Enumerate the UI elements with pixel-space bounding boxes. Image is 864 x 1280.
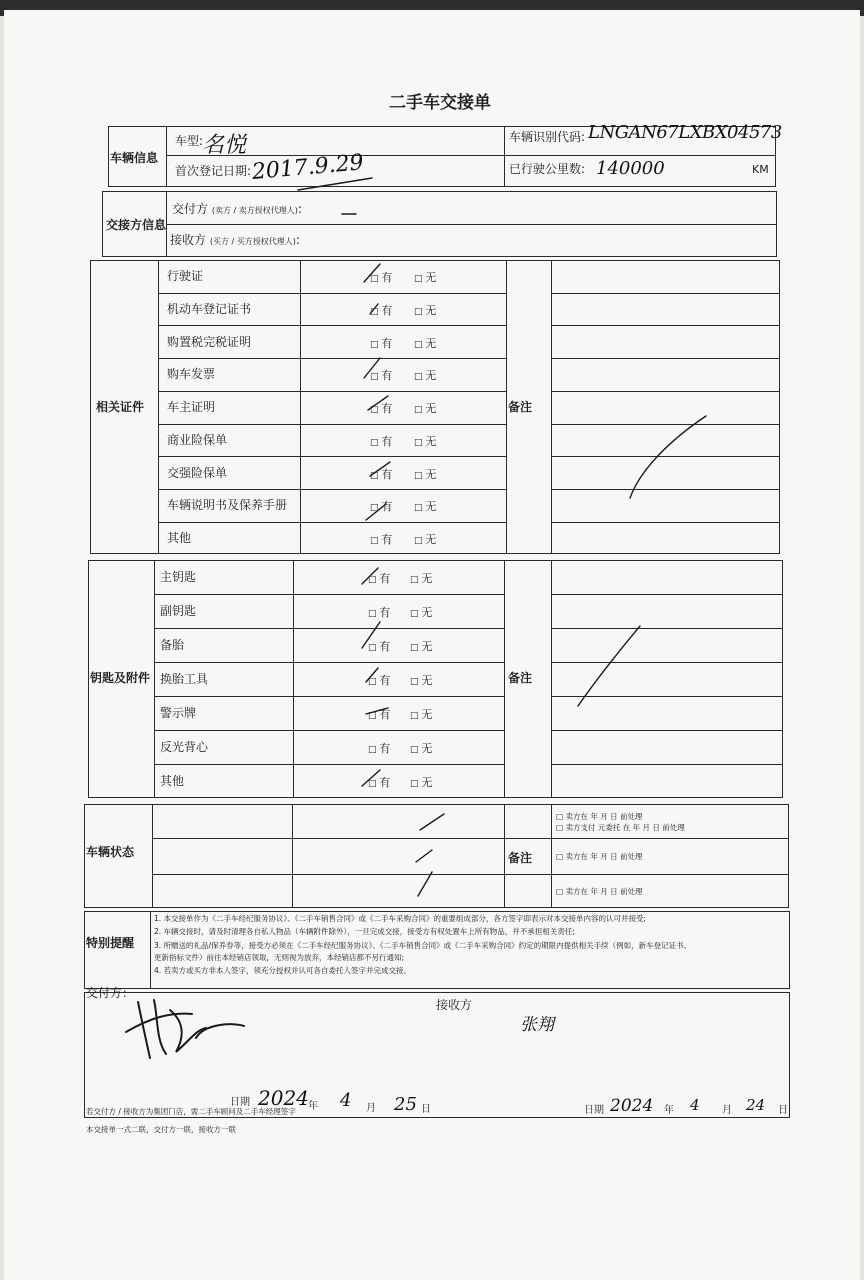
key-item-label: 主钥匙 xyxy=(160,570,197,584)
key-item-yes-checkbox[interactable] xyxy=(368,740,390,756)
checkbox-icon: □ xyxy=(410,677,422,687)
checkbox-icon: □ xyxy=(414,503,426,514)
document-item-yes-label: 有 xyxy=(381,467,393,481)
checkbox-icon: □ xyxy=(368,711,380,721)
document-item-no-label: 无 xyxy=(425,271,437,285)
reg-date-value: 2017.9.29 xyxy=(250,150,365,185)
checkbox-icon: □ xyxy=(370,307,382,318)
document-item-label: 其他 xyxy=(167,530,192,545)
key-item-yes-label: 有 xyxy=(379,572,391,585)
document-item-no-label: 无 xyxy=(425,402,437,416)
checkbox-icon: □ xyxy=(368,779,380,789)
key-item-no-checkbox[interactable] xyxy=(410,604,432,620)
deliver-signature-label: 交付方： xyxy=(86,986,135,1000)
status-note-4: □ 卖方在 年 月 日 前处理 xyxy=(556,887,643,896)
key-item-yes-checkbox[interactable] xyxy=(368,672,390,688)
key-item-no-checkbox[interactable] xyxy=(410,570,432,586)
key-item-no-label: 无 xyxy=(421,708,433,721)
checkbox-icon: □ xyxy=(410,711,422,721)
document-item-label: 交强险保单 xyxy=(167,465,228,480)
key-item-no-label: 无 xyxy=(421,640,433,653)
checkbox-icon: □ xyxy=(368,643,380,653)
document-item-label: 商业险保单 xyxy=(167,432,228,447)
parties-section-label: 交接方信息 xyxy=(106,218,167,232)
status-table xyxy=(84,804,789,908)
checkbox-icon: □ xyxy=(370,372,382,383)
key-item-no-label: 无 xyxy=(421,776,433,789)
document-item-yes-label: 有 xyxy=(381,336,393,350)
checkbox-icon: □ xyxy=(370,339,382,350)
deliver-party-label: 交付方 (卖方 / 卖方授权代理人): xyxy=(172,202,302,216)
left-date-day: 25 xyxy=(394,1094,417,1115)
status-section-label: 车辆状态 xyxy=(86,845,135,859)
receive-party-label: 接收方 (买方 / 买方授权代理人): xyxy=(170,233,300,247)
vin-value: LNGAN67LXBX04573 xyxy=(588,122,782,143)
checkbox-icon: □ xyxy=(414,274,426,285)
document-item-no-checkbox[interactable] xyxy=(414,335,436,351)
document-item-yes-checkbox[interactable] xyxy=(370,400,392,416)
document-item-yes-label: 有 xyxy=(381,304,393,318)
checkbox-icon: □ xyxy=(410,643,422,653)
vehicle-info-section-label: 车辆信息 xyxy=(110,151,159,165)
key-item-no-label: 无 xyxy=(421,572,433,585)
checkbox-icon: □ xyxy=(414,372,426,383)
document-item-no-checkbox[interactable] xyxy=(414,269,436,285)
document-item-yes-label: 有 xyxy=(381,500,393,514)
key-item-label: 换胎工具 xyxy=(160,672,209,686)
document-item-no-checkbox[interactable] xyxy=(414,531,436,547)
model-label: 车型: xyxy=(175,134,204,148)
document-item-no-label: 无 xyxy=(425,467,437,481)
document-item-yes-label: 有 xyxy=(381,532,393,546)
key-item-no-label: 无 xyxy=(421,606,433,619)
key-item-no-checkbox[interactable] xyxy=(410,672,432,688)
footer-line-1: 若交付方 / 接收方为集团门店，需二手车顾问及二手车经理签字 xyxy=(86,1107,296,1116)
document-item-no-checkbox[interactable] xyxy=(414,498,436,514)
document-item-no-label: 无 xyxy=(425,336,437,350)
right-date-month: 4 xyxy=(690,1096,700,1114)
keys-section-label: 钥匙及附件 xyxy=(90,671,151,685)
document-item-yes-label: 有 xyxy=(381,402,393,416)
checkbox-icon: □ xyxy=(368,575,380,585)
checkbox-icon: □ xyxy=(370,274,382,285)
document-item-label: 机动车登记证书 xyxy=(167,302,252,317)
checkbox-icon: □ xyxy=(368,609,380,619)
key-item-yes-label: 有 xyxy=(379,776,391,789)
checkbox-icon: □ xyxy=(414,339,426,350)
key-item-label: 反光背心 xyxy=(160,740,209,754)
key-item-no-checkbox[interactable] xyxy=(410,774,432,790)
checkbox-icon: □ xyxy=(410,779,422,789)
document-item-no-label: 无 xyxy=(425,500,437,514)
document-item-no-label: 无 xyxy=(425,532,437,546)
left-date-month-unit: 月 xyxy=(366,1103,376,1114)
key-item-yes-checkbox[interactable] xyxy=(368,638,390,654)
reminder-line-3: 3. 所赠送的礼品/保养券等，接受方必须在《二手车经纪服务协议》、《二手车销售合同》或《二手车采购合同》约定的期限内提供相关手续（例如，新车登记证书、 xyxy=(154,941,692,950)
document-item-yes-label: 有 xyxy=(381,434,393,448)
documents-section-label: 相关证件 xyxy=(96,400,145,414)
left-date-month: 4 xyxy=(340,1090,352,1111)
document-item-yes-checkbox[interactable] xyxy=(370,367,392,383)
checkbox-icon: □ xyxy=(410,745,422,755)
document-item-no-checkbox[interactable] xyxy=(414,302,436,318)
checkbox-icon: □ xyxy=(370,470,382,481)
document-item-yes-checkbox[interactable] xyxy=(370,335,392,351)
key-item-no-checkbox[interactable] xyxy=(410,706,432,722)
document-item-yes-checkbox[interactable] xyxy=(370,531,392,547)
key-item-yes-checkbox[interactable] xyxy=(368,570,390,586)
right-date-day-unit: 日 xyxy=(778,1105,788,1116)
checkbox-icon: □ xyxy=(370,535,382,546)
document-item-label: 行驶证 xyxy=(167,269,204,284)
mileage-label: 已行驶公里数: xyxy=(509,162,586,176)
key-item-yes-label: 有 xyxy=(379,742,391,755)
document-item-no-checkbox[interactable] xyxy=(414,466,436,482)
right-date-year: 2024 xyxy=(610,1096,654,1116)
checkbox-icon: □ xyxy=(414,437,426,448)
key-item-label: 警示牌 xyxy=(160,706,197,720)
key-item-no-label: 无 xyxy=(421,674,433,687)
checkbox-icon: □ xyxy=(410,609,422,619)
document-item-yes-label: 有 xyxy=(381,271,393,285)
left-date-year: 2024 xyxy=(258,1086,309,1110)
document-item-yes-checkbox[interactable] xyxy=(370,269,392,285)
checkbox-icon: □ xyxy=(370,405,382,416)
reg-date-label: 首次登记日期: xyxy=(175,164,252,178)
status-note-1: □ 卖方在 年 月 日 前处理 xyxy=(556,812,643,821)
left-date-year-unit: 年 xyxy=(308,1101,318,1112)
key-item-label: 副钥匙 xyxy=(160,604,197,618)
right-date-label: 日期 xyxy=(584,1105,604,1116)
checkbox-icon: □ xyxy=(368,677,380,687)
checkbox-icon: □ xyxy=(370,503,382,514)
right-date-year-unit: 年 xyxy=(664,1105,674,1116)
page-title: 二手车交接单 xyxy=(389,93,491,113)
document-item-yes-label: 有 xyxy=(381,369,393,383)
status-note-3: □ 卖方在 年 月 日 前处理 xyxy=(556,852,643,861)
key-item-no-checkbox[interactable] xyxy=(410,740,432,756)
key-item-label: 备胎 xyxy=(160,638,185,652)
receiver-signature-name: 张翔 xyxy=(520,1015,554,1035)
document-item-label: 车主证明 xyxy=(167,400,216,415)
key-item-no-checkbox[interactable] xyxy=(410,638,432,654)
document-item-yes-checkbox[interactable] xyxy=(370,302,392,318)
checkbox-icon: □ xyxy=(414,307,426,318)
reminder-line-5: 4. 若卖方或买方非本人签字，须充分授权并认可各自委托人签字并完成交接。 xyxy=(154,966,412,975)
key-item-yes-checkbox[interactable] xyxy=(368,604,390,620)
key-item-label: 其他 xyxy=(160,774,185,788)
left-date-day-unit: 日 xyxy=(421,1104,431,1115)
key-item-yes-label: 有 xyxy=(379,708,391,721)
document-item-label: 购置税完税证明 xyxy=(167,334,252,349)
checkbox-icon: □ xyxy=(368,745,380,755)
key-item-yes-checkbox[interactable] xyxy=(368,706,390,722)
document-item-no-label: 无 xyxy=(425,304,437,318)
document-item-no-checkbox[interactable] xyxy=(414,433,436,449)
document-item-no-checkbox[interactable] xyxy=(414,367,436,383)
reminder-line-4: 更新指标文件）前往本经销店领取，无则视为放弃，本经销店都不另行通知; xyxy=(154,953,405,962)
key-item-no-label: 无 xyxy=(421,742,433,755)
checkbox-icon: □ xyxy=(414,470,426,481)
model-value: 名悦 xyxy=(202,133,247,158)
key-item-yes-label: 有 xyxy=(379,674,391,687)
mileage-value: 140000 xyxy=(596,158,665,179)
right-date-day: 24 xyxy=(746,1096,766,1114)
keys-remark-label: 备注 xyxy=(508,671,533,685)
reminder-line-1: 1. 本交接单作为《二手车经纪服务协议》、《二手车销售合同》或《二手车采购合同》的重要组成部分，各方签字即表示对本交接单内容的认可并接受; xyxy=(154,914,647,923)
document-item-yes-checkbox[interactable] xyxy=(370,498,392,514)
vin-label: 车辆识别代码: xyxy=(509,130,586,144)
mileage-unit: KM xyxy=(752,163,769,176)
document-item-no-label: 无 xyxy=(425,434,437,448)
document-item-yes-checkbox[interactable] xyxy=(370,433,392,449)
key-item-yes-label: 有 xyxy=(379,606,391,619)
reminder-section-label: 特别提醒 xyxy=(86,936,135,950)
key-item-yes-checkbox[interactable] xyxy=(368,774,390,790)
checkbox-icon: □ xyxy=(410,575,422,585)
receive-signature-label: 接收方 xyxy=(436,998,473,1012)
checkbox-icon: □ xyxy=(414,535,426,546)
document-item-no-label: 无 xyxy=(425,369,437,383)
footer-line-2: 本交接单一式二联，交付方一联，接收方一联 xyxy=(86,1125,236,1134)
document-item-label: 购车发票 xyxy=(167,367,216,382)
document-item-no-checkbox[interactable] xyxy=(414,400,436,416)
document-item-yes-checkbox[interactable] xyxy=(370,466,392,482)
reminder-line-2: 2. 车辆交接时，请及时清理各自私人物品（车辆附件除外），一旦完成交接，接受方有权处置车上所有物品，并不承担相关责任; xyxy=(154,927,575,936)
checkbox-icon: □ xyxy=(370,437,382,448)
left-date-label: 日期 xyxy=(230,1097,250,1108)
documents-remark-label: 备注 xyxy=(508,400,533,414)
document-item-label: 车辆说明书及保养手册 xyxy=(167,498,288,513)
key-item-yes-label: 有 xyxy=(379,640,391,653)
checkbox-icon: □ xyxy=(414,405,426,416)
right-date-month-unit: 月 xyxy=(722,1105,732,1116)
status-remark-label: 备注 xyxy=(508,851,533,865)
status-note-2: □ 卖方支付 元委托 在 年 月 日 前处理 xyxy=(556,823,685,832)
